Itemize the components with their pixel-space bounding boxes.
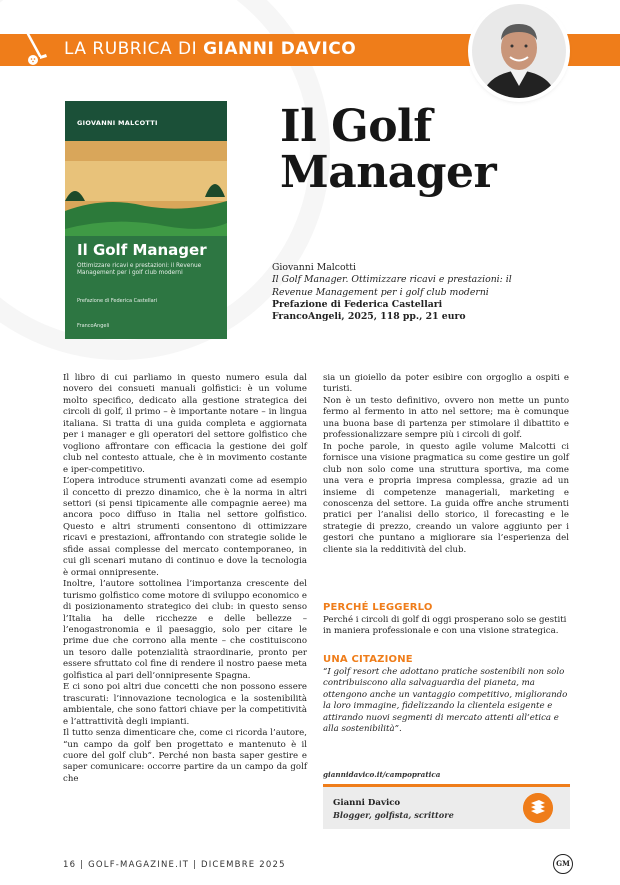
author-box bbox=[323, 784, 570, 829]
book-cover bbox=[65, 101, 227, 339]
cover-title: Il Golf Manager bbox=[77, 241, 207, 259]
book-title: Il Golf Manager. Ottimizzare ricavi e prestazioni: il Revenue Management per i golf club moderni bbox=[272, 274, 512, 298]
paragraph: Non è un testo definitivo, ovvero non mette un punto fermo al fermento in atto nel settore; ma è comunque una buona base di partenza per stimolare il dibattito e professionalizzare sempre più i circoli di golf. bbox=[323, 395, 569, 441]
article-column-right bbox=[323, 373, 569, 556]
quote-heading: UNA CITAZIONE bbox=[323, 654, 413, 665]
paragraph: Inoltre, l’autore sottolinea l’importanza crescente del turismo golfistico come motore di sviluppo economico e di posizionamento strategico dei club: in questo senso l’Italia ha delle ricchezze e delle bellezze – l’enogastronomia e il paesaggio, solo per citare le prime due che corrono alla mente – che costituiscono un tesoro dalle potenzialità straordinarie, pronto per essere sfruttato col fine di rendere il nostro paese meta golfistica al pari dell’onnipresente Spagna. bbox=[63, 579, 307, 681]
book-details bbox=[272, 262, 532, 323]
author-portrait bbox=[472, 4, 566, 98]
magazine-logo: GM bbox=[553, 854, 573, 874]
cover-author: GIOVANNI MALCOTTI bbox=[77, 119, 158, 127]
golf-icon bbox=[16, 30, 56, 70]
author-logo-icon bbox=[523, 793, 553, 823]
rubric-title: LA RUBRICA DI GIANNI DAVICO bbox=[64, 39, 357, 59]
paragraph: Il tutto senza dimenticare che, come ci ricorda l’autore, “un campo da golf ben progettato e mantenuto è il cuore del golf club”. Perché non basta saper gestire e saper comunicare: occorre partire da un campo da golf che bbox=[63, 728, 307, 784]
paragraph: E ci sono poi altri due concetti che non possono essere trascurati: l’innovazione tecnologica e la sostenibilità ambientale, che sono fattori chiave per la competitività e l’attrattività degli impianti. bbox=[63, 682, 307, 727]
paragraph: In poche parole, in questo agile volume Malcotti ci fornisce una visione pragmatica su come gestire un golf club non solo come una struttura sportiva, ma come una vera e propria impresa complessa, grazie ad un insieme di competenze manageriali, marketing e conoscenza del settore. La guida offre anche strumenti pratici per l’analisi dello storico, il forecasting e le strategie di prezzo, creando un valore aggiunto per i gestori che puntano a migliorare sia l’esperienza del cliente sia la redditività del club. bbox=[323, 441, 569, 555]
paragraph: L’opera introduce strumenti avanzati come ad esempio il concetto di prezzo dinamico, che è la norma in altri settori (si pensi tipicamente alle compagnie aeree) ma ancora poco diffuso in Italia nel settore golfistico. Questo e altri strumenti consentono di ottimizzare ricavi e prestazioni, affrontando con strategie solide le sfide assai complesse del mercato contemporaneo, in cui gli scenari mutano di continuo e dove la tecnologia è ormai onnipresente. bbox=[63, 476, 307, 578]
quote-text: “I golf resort che adottano pratiche sostenibili non solo contribuiscono alla salvaguardia del pianeta, ma ottengono anche un vantaggio competitivo, migliorando la loro immagine, fidelizzando la clientela esigente e attirando nuovi segmenti di mercato attenti all’etica e alla sostenibilità”. bbox=[323, 667, 568, 735]
cover-preface: Prefazione di Federica Castellari bbox=[77, 298, 158, 304]
article-column-left bbox=[63, 373, 307, 785]
why-read-heading: PERCHÉ LEGGERLO bbox=[323, 602, 433, 613]
cover-subtitle: Ottimizzare ricavi e prestazioni: il Revenue Management per i golf club moderni bbox=[77, 263, 202, 276]
article-title: Il Golf Manager bbox=[280, 101, 497, 198]
paragraph: Il libro di cui parliamo in questo numero esula dal novero dei consueti manuali golfistici: è un volume molto specifico, dedicato alla gestione strategica dei circoli di golf, il primo – è importante notare – in lingua italiana. Si tratta di una guida completa e aggiornata per i manager e gli operatori del settore golfistico che vogliono affrontare con efficacia la gestione dei golf club nel contesto attuale, che è in movimento costante e iper-competitivo. bbox=[63, 373, 307, 475]
book-publication: FrancoAngeli, 2025, 118 pp., 21 euro bbox=[272, 311, 466, 323]
book-preface: Prefazione di Federica Castellari bbox=[272, 298, 443, 310]
paragraph: sia un gioiello da poter esibire con orgoglio a ospiti e turisti. bbox=[323, 373, 569, 395]
author-avatar bbox=[472, 4, 566, 98]
book-author: Giovanni Malcotti bbox=[272, 262, 356, 273]
author-role: Blogger, golfista, scrittore bbox=[333, 810, 454, 820]
page-footer: 16 | GOLF-MAGAZINE.IT | DICEMBRE 2025 bbox=[63, 860, 286, 870]
author-name: Gianni Davico bbox=[333, 798, 401, 808]
cover-publisher: FrancoAngeli bbox=[77, 323, 110, 329]
why-read-text: Perché i circoli di golf di oggi prosperano solo se gestiti in maniera professionale e con una visione strategica. bbox=[323, 615, 567, 637]
website-link[interactable]: giannidavico.it/campopratica bbox=[323, 770, 441, 779]
